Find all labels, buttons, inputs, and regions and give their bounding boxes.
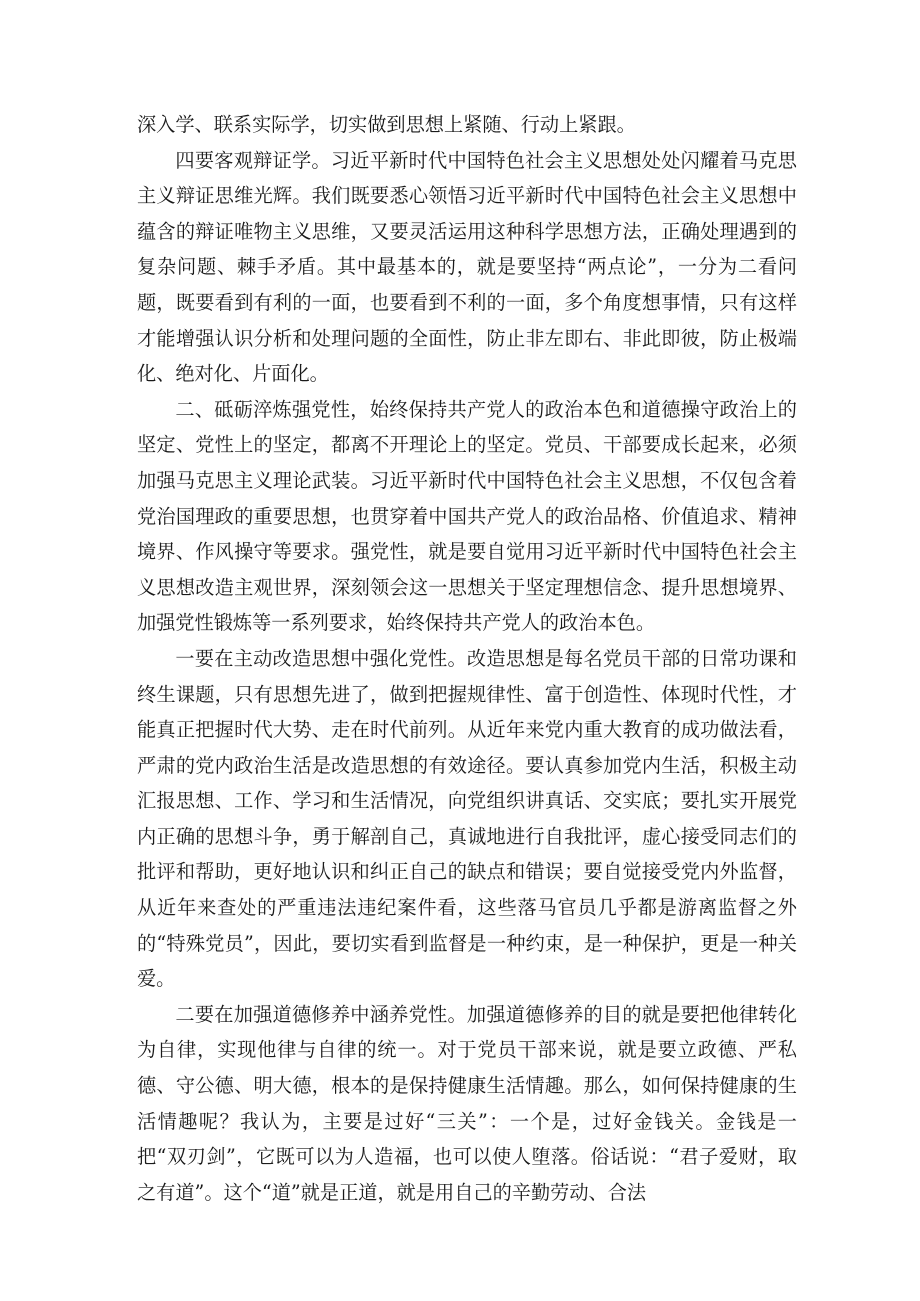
paragraph-continuation: 深入学、联系实际学，切实做到思想上紧随、行动上紧跟。 (137, 113, 636, 136)
paragraph-moral-cultivation: 二要在加强道德修养中涵养党性。加强道德修养的目的就是要把他律转化为自律，实现他律与自律的统一。对于党员干部来说，就是要立政德、严私德、守公德、明大德，根本的是保持健康生活情趣。那么，如何保持健康的生活情趣呢？我认为，主要是过好“三关”：一个是，过好金钱关。金钱是一把“双刃剑”，它既可以为人造福，也可以使人堕落。俗话说：“君子爱财，取之有道”。这个“道”就是正道，就是用自己的辛勤劳动、合法 (137, 1002, 797, 1204)
document-body (137, 107, 797, 1210)
section-heading-party-spirit: 二、砥砺淬炼强党性，始终保持共产党人的政治本色和道德操守政治上的坚定、党性上的坚定，都离不开理论上的坚定。党员、干部要成长起来，必须加强马克思主义理论武装。习近平新时代中国特色社会主义思想，不仅包含着党治国理政的重要思想，也贯穿着中国共产党人的政治品格、价值追求、精神境界、作风操守等要求。强党性，就是要自觉用习近平新时代中国特色社会主义思想改造主观世界，深刻领会这一思想关于坚定理想信念、提升思想境界、加强党性锻炼等一系列要求，始终保持共产党人的政治本色。 (137, 397, 797, 635)
paragraph-objective-dialectical-study: 四要客观辩证学。习近平新时代中国特色社会主义思想处处闪耀着马克思主义辩证思维光辉。我们既要悉心领悟习近平新时代中国特色社会主义思想中蕴含的辩证唯物主义思维，又要灵活运用这种科学思想方法，正确处理遇到的复杂问题、棘手矛盾。其中最基本的，就是要坚持“两点论”，一分为二看问题，既要看到有利的一面，也要看到不利的一面，多个角度想事情，只有这样才能增强认识分析和处理问题的全面性，防止非左即右、非此即彼，防止极端化、绝对化、片面化。 (137, 148, 797, 386)
paragraph-reform-thinking: 一要在主动改造思想中强化党性。改造思想是每名党员干部的日常功课和终生课题，只有思想先进了，做到把握规律性、富于创造性、体现时代性，才能真正把握时代大势、走在时代前列。从近年来党内重大教育的成功做法看，严肃的党内政治生活是改造思想的有效途径。要认真参加党内生活，积极主动汇报思想、工作、学习和生活情况，向党组织讲真话、交实底；要扎实开展党内正确的思想斗争，勇于解剖自己，真诚地进行自我批评，虚心接受同志们的批评和帮助，更好地认识和纠正自己的缺点和错误；要自觉接受党内外监督，从近年来查处的严重违法违纪案件看，这些落马官员几乎都是游离监督之外的“特殊党员”，因此，要切实看到监督是一种约束，是一种保护，更是一种关爱。 (137, 646, 797, 991)
